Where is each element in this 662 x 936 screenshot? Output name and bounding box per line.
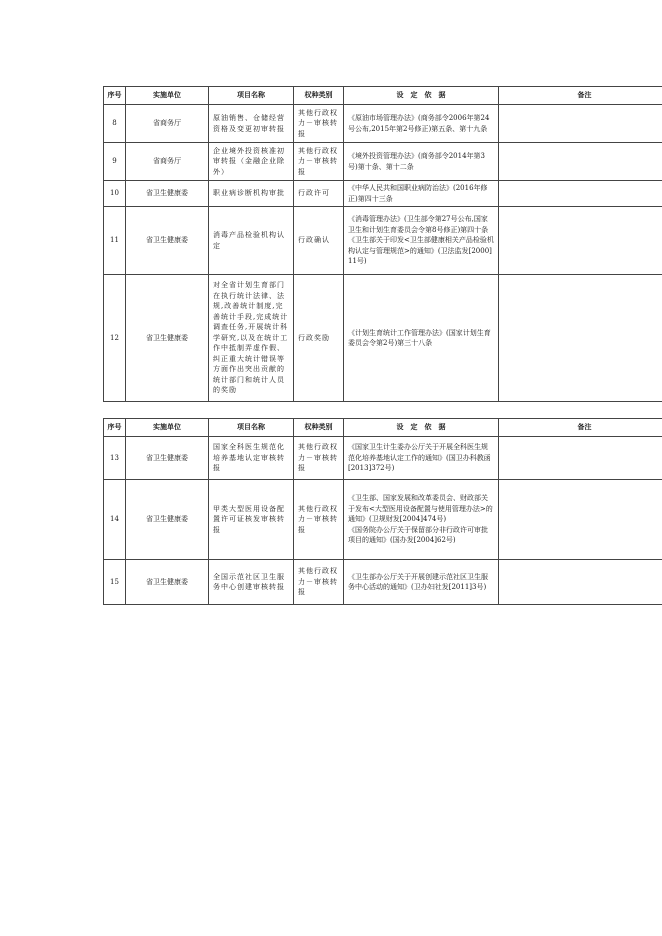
cell-note [499,560,662,605]
cell-basis [344,143,499,181]
basis-paragraph: 《卫生部关于印发<卫生部健康相关产品检验机构认定与管理规范>的通知》(卫法监发[2000]11号) [348,236,494,266]
cell-no: 14 [104,480,126,560]
cell-unit: 省商务厅 [126,143,209,181]
col-header-no: 序号 [104,419,126,437]
cell-unit: 省卫生健康委 [126,181,209,207]
cell-project-name: 对全省计划生育部门在执行统计法律、法规,改善统计制度,完善统计手段,完成统计调查任务,开展统计科学研究,以及在统计工作中抵制弄虚作假、纠正重大统计错误等方面作出突出贡献的统计部门和统计人员的奖励 [209,275,294,402]
cell-note [499,143,662,181]
cell-no: 8 [104,105,126,143]
basis-paragraph: 《国务院办公厅关于保留部分非行政许可审批项目的通知》(国办发[2004]62号) [348,525,488,545]
cell-basis [344,105,499,143]
cell-power-type: 其他行政权力－审核转报 [294,105,344,143]
cell-note [499,105,662,143]
cell-power-type: 行政奖励 [294,275,344,402]
table-row [104,480,662,560]
col-header-name: 项目名称 [209,87,294,105]
basis-paragraph: 《卫生部、国家发展和改革委员会、财政部关于发布<大型医用设备配置与使用管理办法>的通知》(卫规财发[2004]474号) [348,494,493,524]
power-list-table-1 [103,86,662,402]
cell-power-type: 其他行政权力－审核转报 [294,480,344,560]
cell-project-name: 国家全科医生规范化培养基地认定审核转报 [209,437,294,480]
table-header-row [104,87,662,105]
col-header-unit: 实施单位 [126,419,209,437]
cell-unit: 省卫生健康委 [126,207,209,275]
cell-basis [344,275,499,402]
cell-note [499,275,662,402]
table-row [104,207,662,275]
basis-paragraph: 《消毒管理办法》(卫生部令第27号公布,国家卫生和计划生育委员会令第8号修正)第四十条 [348,215,489,234]
cell-no: 12 [104,275,126,402]
cell-project-name: 消毒产品检验机构认定 [209,207,294,275]
cell-note [499,480,662,560]
col-header-type: 权种类别 [294,419,344,437]
cell-unit: 省卫生健康委 [126,437,209,480]
cell-project-name: 企业境外投资核准初审转报（金融企业除外） [209,143,294,181]
cell-project-name: 原油销售、仓储经营资格及变更初审转报 [209,105,294,143]
basis-paragraph: 《卫生部办公厅关于开展创建示范社区卫生服务中心活动的通知》(卫办妇社发[2011]3号) [348,572,488,591]
cell-basis [344,560,499,605]
cell-power-type: 其他行政权力－审核转报 [294,143,344,181]
cell-power-type: 行政许可 [294,181,344,207]
cell-unit: 省卫生健康委 [126,480,209,560]
cell-no: 10 [104,181,126,207]
cell-note [499,437,662,480]
table-row [104,105,662,143]
cell-project-name: 甲类大型医用设备配置许可证核发审核转报 [209,480,294,560]
col-header-note: 备注 [499,87,662,105]
power-list-table-2 [103,418,662,605]
table-header-row [104,419,662,437]
cell-no: 15 [104,560,126,605]
cell-power-type: 行政确认 [294,207,344,275]
col-header-note: 备注 [499,419,662,437]
cell-no: 13 [104,437,126,480]
col-header-no: 序号 [104,87,126,105]
col-header-basis: 设 定 依 据 [344,419,499,437]
cell-basis [344,181,499,207]
cell-no: 9 [104,143,126,181]
basis-paragraph: 《国家卫生计生委办公厅关于开展全科医生规范化培养基地认定工作的通知》(国卫办科教函[2013]372号) [348,443,491,473]
table-row [104,275,662,402]
basis-paragraph: 《计划生育统计工作管理办法》(国家计划生育委员会令第2号)第三十八条 [348,328,491,347]
col-header-name: 项目名称 [209,419,294,437]
table-row [104,437,662,480]
col-header-unit: 实施单位 [126,87,209,105]
table-row [104,181,662,207]
cell-unit: 省卫生健康委 [126,275,209,402]
cell-unit: 省商务厅 [126,105,209,143]
cell-basis [344,207,499,275]
cell-no: 11 [104,207,126,275]
basis-paragraph: 《中华人民共和国职业病防治法》(2016年修正)第四十三条 [348,184,488,203]
table-row [104,560,662,605]
table-row [104,143,662,181]
cell-note [499,207,662,275]
basis-paragraph: 《境外投资管理办法》(商务部令2014年第3号)第十条、第十二条 [348,152,485,171]
cell-basis [344,480,499,560]
cell-project-name: 全国示范社区卫生服务中心创建审核转报 [209,560,294,605]
cell-basis [344,437,499,480]
cell-project-name: 职业病诊断机构审批 [209,181,294,207]
cell-note [499,181,662,207]
col-header-type: 权种类别 [294,87,344,105]
basis-paragraph: 《原油市场管理办法》(商务部令2006年第24号公布,2015年第2号修正)第五条、第十九条 [348,114,490,133]
cell-power-type: 其他行政权力－审核转报 [294,560,344,605]
cell-power-type: 其他行政权力－审核转报 [294,437,344,480]
cell-unit: 省卫生健康委 [126,560,209,605]
col-header-basis: 设 定 依 据 [344,87,499,105]
